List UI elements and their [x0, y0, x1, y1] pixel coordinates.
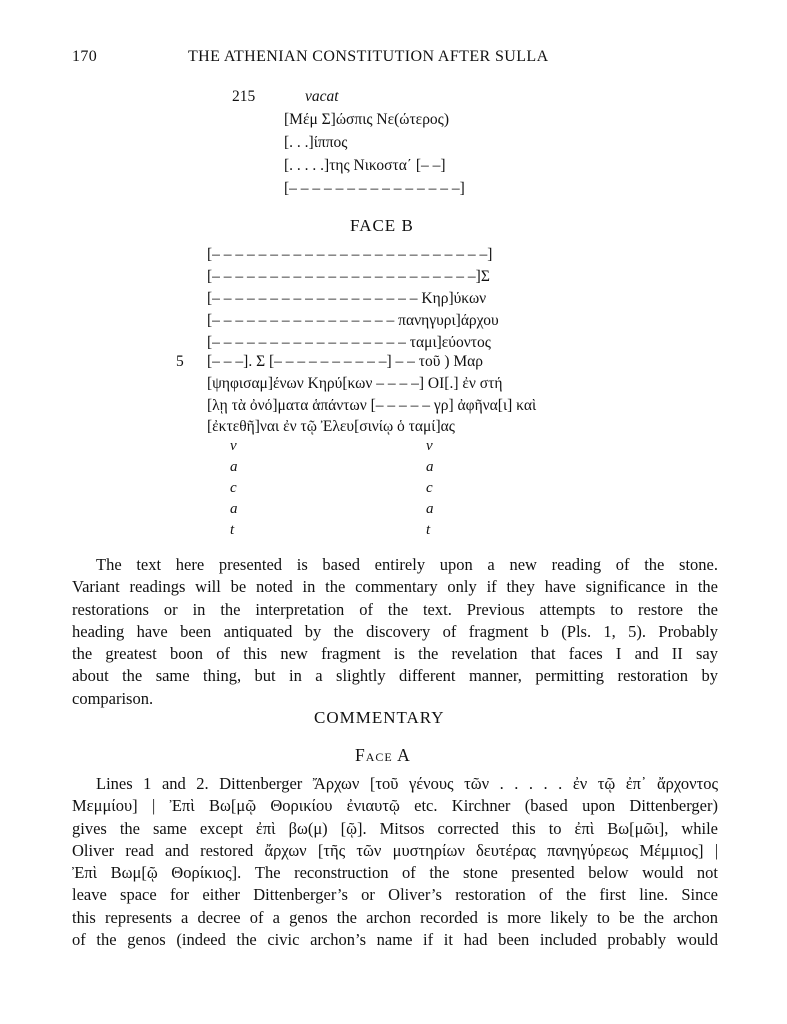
vacat-label: vacat: [305, 88, 339, 105]
inscription-line: [. . . . .]της Νικοστα΄ [– –]: [284, 157, 446, 174]
paragraph-line: of the genos (indeed the civic archon’s name if it had been included probably would: [72, 930, 718, 950]
paragraph-line: Lines 1 and 2. Dittenberger Ἄρχων [τοῦ γένους τῶν . . . . . ἐν τῷ ἐπ᾽ ἄρχοντος: [96, 774, 718, 793]
vacat-letter: v: [230, 438, 237, 454]
paragraph-line: gives the same except ἐπὶ βω(μ) [ῷ]. Mitsos corrected this to ἐπὶ Βω[μῶι], while: [72, 818, 718, 838]
page-number: 170: [72, 48, 98, 65]
face-b-heading: FACE B: [350, 216, 414, 235]
paragraph-line: Μεμμίου] | Ἐπὶ Βω[μῷ Θορικίου ἐνιαυτῷ etc. Kirchner (based upon Dittenberger): [72, 796, 718, 816]
inscription-line: [λῃ τὰ ὀνό]ματα ἁπάντων [– – – – – γρ] ἀφῆνα[ι] καὶ: [207, 397, 537, 414]
vacat-letter: a: [230, 501, 238, 517]
paragraph-line: Oliver read and restored ἄρχων [τῆς τῶν μυστηρίων δευτέρας πανηγύρεως Μέμμιος] |: [72, 840, 718, 860]
vacat-letter: t: [426, 522, 431, 538]
vacat-letter: a: [230, 459, 238, 475]
paragraph-line: comparison.: [72, 688, 154, 708]
vacat-letter: v: [426, 438, 433, 454]
vacat-letter: c: [426, 480, 433, 496]
paragraph-line: Ἐπὶ Βωμ[ῷ Θορίκιος]. The reconstruction of the stone presented below would not: [72, 863, 718, 883]
vacat-letter: a: [426, 459, 434, 475]
face-a-heading: Face A: [355, 745, 411, 765]
vacat-letter: t: [230, 522, 235, 538]
line-number-5: 5: [176, 353, 184, 370]
inscription-line: [. . .]ίππος: [284, 134, 348, 151]
inscription-line: [– – – – – – – – – – – – – – –]: [284, 180, 465, 197]
commentary-heading: COMMENTARY: [314, 708, 445, 727]
inscription-line: [– – – – – – – – – – – – – – – – πανηγυρι]άρχου: [207, 312, 499, 329]
inscription-line: [– – – – – – – – – – – – – – – – – ταμι]εύοντος: [207, 334, 491, 351]
inscription-line: [– – – – – – – – – – – – – – – – – – – – – – – –]: [207, 246, 493, 263]
running-title: THE ATHENIAN CONSTITUTION AFTER SULLA: [188, 48, 549, 65]
inscription-line: [– – – – – – – – – – – – – – – – – – Κηρ]ύκων: [207, 290, 487, 307]
paragraph-line: heading have been antiquated by the discovery of fragment b (Pls. 1, 5). Probably: [72, 621, 718, 641]
vacat-letter: a: [426, 501, 434, 517]
paragraph-line: leave space for either Dittenberger’s or Oliver’s restoration of the first line. Since: [72, 885, 718, 905]
vacat-letter: c: [230, 480, 237, 496]
intro-paragraph: [72, 554, 718, 710]
paragraph-line: the greatest boon of this new fragment is the revelation that faces I and II say: [72, 644, 718, 664]
paragraph-line: The text here presented is based entirely upon a new reading of the stone.: [96, 555, 718, 574]
inscription-line: [ἐκτεθῆ]ναι ἐν τῷ Ἐλευ[σινίῳ ὁ ταμί]ας: [207, 418, 455, 435]
inscription-line: [– – –]. Σ [– – – – – – – – – –] – – τοῦ ) Μαρ: [207, 353, 483, 370]
commentary-paragraph: [72, 773, 718, 951]
line-number-215: 215: [232, 88, 256, 105]
inscription-line: [ψηφισαμ]ένων Κηρύ[κων – – – –] ΟΙ[.] ἐν στή: [207, 375, 503, 392]
paragraph-line: Variant readings will be noted in the commentary only if they have significance in the: [72, 577, 718, 597]
inscription-line: [– – – – – – – – – – – – – – – – – – – – – – –]Σ: [207, 268, 490, 285]
inscription-line: [Μέμ Σ]ώσπις Νε(ώτερος): [284, 111, 449, 128]
paragraph-line: restorations or in the interpretation of the text. Previous attempts to restore the: [72, 599, 718, 619]
paragraph-line: this represents a decree of a genos the archon recorded is more likely to be the archon: [72, 907, 718, 927]
paragraph-line: about the same thing, but in a slightly different manner, permitting restoration by: [72, 666, 718, 686]
